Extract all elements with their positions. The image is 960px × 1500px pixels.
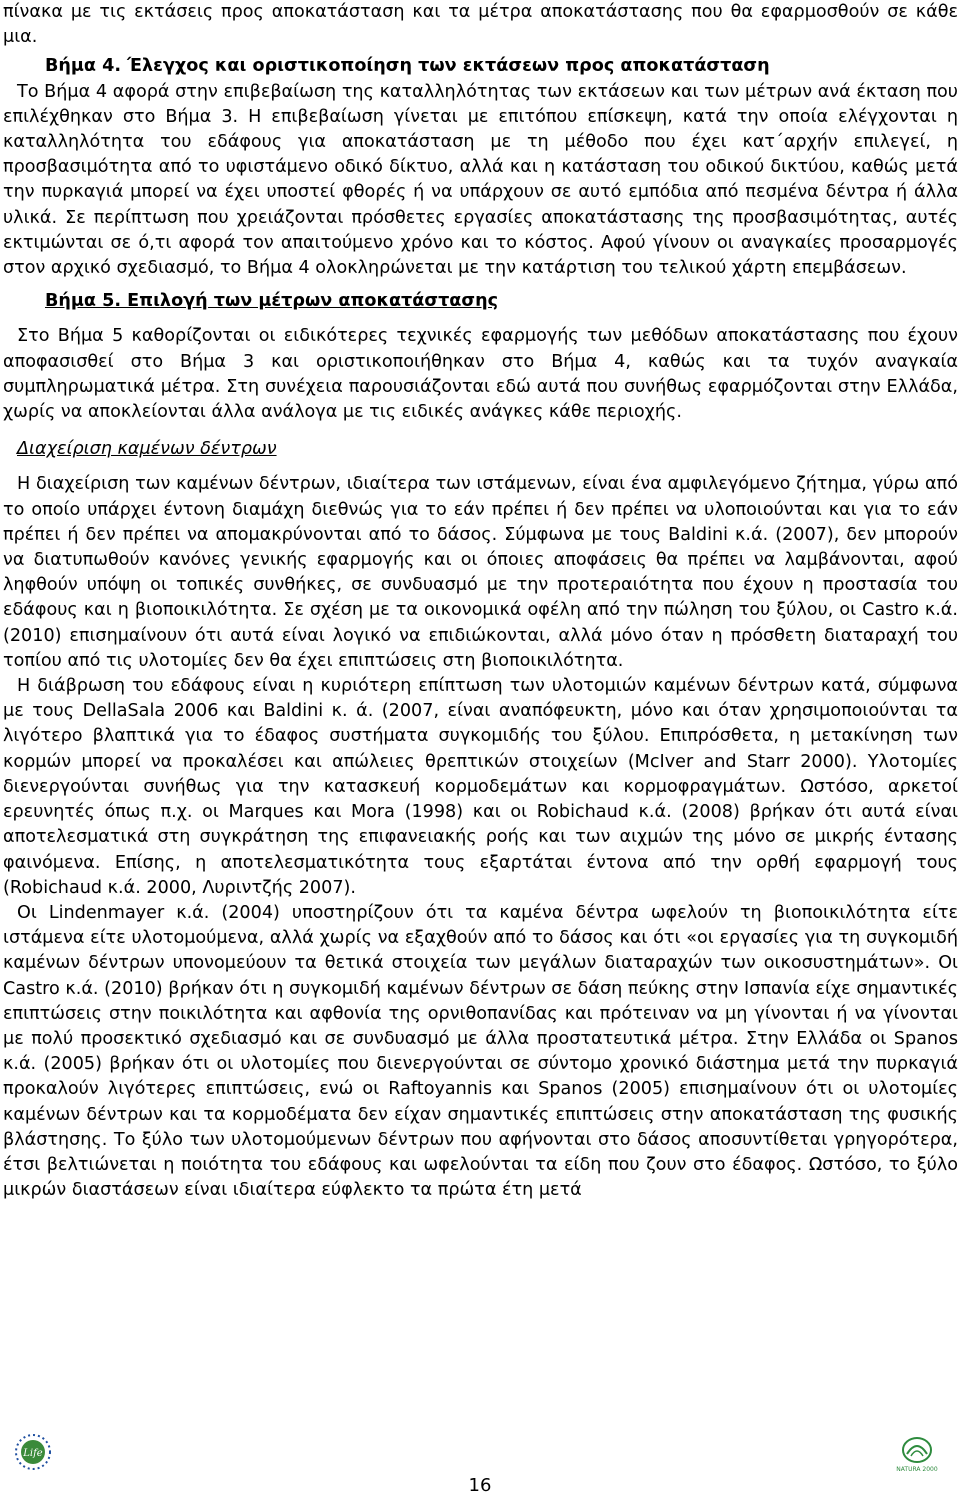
step-4-heading: Βήμα 4. Έλεγχος και οριστικοποίηση των εκτάσεων προς αποκατάσταση bbox=[45, 56, 770, 77]
step-5-heading-text: Βήμα 5. Επιλογή των μέτρων αποκατάστασης bbox=[45, 291, 499, 312]
step-5-heading bbox=[3, 289, 958, 314]
paragraph-step-5: Στο Βήμα 5 καθορίζονται οι ειδικότερες τεχνικές εφαρμογής των μεθόδων αποκατάστασης που έχουν αποφασισθεί στο Βήμα 3 και οριστικοποιήθηκαν στο Βήμα 4, καθώς και τα τυχόν αναγκαία συμπληρωματικά μέτρα. Στη συνέχεια παρουσιάζονται εδώ αυτά που συνήθως εφαρμόζονται στην Ελλάδα, χωρίς να αποκλείονται άλλα ανάλογα με τις ειδικές ανάγκες κάθε περιοχής. bbox=[3, 326, 958, 423]
section-heading-burned-trees: Διαχείριση καμένων δέντρων bbox=[17, 439, 277, 460]
paragraph-intro-continued: πίνακα με τις εκτάσεις προς αποκατάσταση και τα μέτρα αποκατάστασης που θα εφαρμοσθούν σε κάθε μια. bbox=[3, 2, 958, 48]
paragraph-burned-trees-1: Η διαχείριση των καμένων δέντρων, ιδιαίτερα των ιστάμενων, είναι ένα αμφιλεγόμενο ζήτημα, γύρω από το οποίο υπάρχει έντονη διαμάχη διεθνώς για το εάν πρέπει ή δεν πρέπει να υλοποιούνται και για το εάν πρέπει ή δεν πρέπει να απομακρύνονται από το δάσος. Σύμφωνα με τους Baldini κ.ά. (2007), δεν μπορούν να διατυπωθούν κανόνες γενικής εφαρμογής και οι όποιες αποφάσεις θα πρέπει να λαμβάνονται, αφού ληφθούν υπόψη οι τοπικές συνθήκες, σε συνδυασμό με την προτεραιότητα που έχουν η προστασία του εδάφους και η βιοποικιλότητα. Σε σχέση με τα οικονομικά οφέλη από την πώληση του ξύλου, οι Castro κ.ά. (2010) επισημαίνουν ότι αυτά είναι λογικό να επιδιώκονται, αλλά μόνο όταν η πρόσθετη διαταραχή του τοπίου από τις υλοτομίες δεν θα έχει επιπτώσεις στη βιοποικιλότητα. bbox=[3, 474, 958, 671]
paragraph-step-4: Το Βήμα 4 αφορά στην επιβεβαίωση της καταλληλότητας των εκτάσεων και των μέτρων ανά έκταση που επιλέχθηκαν στο Βήμα 3. Η επιβεβαίωση γίνεται με επιτόπου επίσκεψη, κατά την οποία ελέγχονται η καταλληλότητα του εδάφους για αποκατάσταση με τη μέθοδο που έχει κατ΄αρχήν επιλεγεί, η προσβασιμότητα από το υφιστάμενο οδικό δίκτυο, αλλά και η κατάσταση του οδικού δικτύου, καθώς μετά την πυρκαγιά μπορεί να έχει υποστεί φθορές ή να υπάρχουν σε αυτό εμπόδια από πεσμένα δέντρα ή άλλα υλικά. Σε περίπτωση που χρειάζονται πρόσθετες εργασίες αποκατάστασης της προσβασιμότητας, αυτές εκτιμώνται σε ό,τι αφορά τον απαιτούμενο χρόνο και το κόστος. Αφού γίνουν οι αναγκαίες προσαρμογές στον αρχικό σχεδιασμό, το Βήμα 4 ολοκληρώνεται με την κατάρτιση του τελικού χάρτη επεμβάσεων. bbox=[3, 81, 958, 279]
spacer bbox=[3, 314, 958, 324]
svg-text:Life: Life bbox=[23, 1448, 43, 1459]
spacer bbox=[3, 462, 958, 472]
page-number: 16 bbox=[468, 1475, 492, 1496]
paragraph-burned-trees-3: Οι Lindenmayer κ.ά. (2004) υποστηρίζουν ότι τα καμένα δέντρα ωφελούν τη βιοποικιλότητα είτε ιστάμενα είτε υλοτομούμενα, αλλά χωρίς να εξαχθούν από το δάσος και ότι «οι εργασίες για τη συγκομιδή καμένων δέντρων υπονομεύουν τα θετικά στοιχεία των μεγάλων διαταραχών των οικοσυστημάτων». Οι Castro κ.ά. (2010) βρήκαν ότι η συγκομιδή καμένων δέντρων σε δάση πεύκης στην Ισπανία είχε σημαντικές επιπτώσεις στην ποικιλότητα και αφθονία της ορνιθοπανίδας και πρότειναν να μη γίνονται ή να γίνονται με πολύ προσεκτικό σχεδιασμό και σε συνδυασμό με άλλα προστατευτικά μέτρα. Στην Ελλάδα οι Spanos κ.ά. (2005) βρήκαν ότι οι υλοτομίες που διενεργούνται σε σύντομο χρονικό διάστημα μετά την πυρκαγιά προκαλούν λιγότερες επιπτώσεις, ενώ οι Raftoyannis και Spanos (2005) επισημαίνουν ότι οι υλοτομίες καμένων δέντρων και τα κορμοδέματα δεν είχαν σημαντικές επιπτώσεις στην αποκατάσταση της φυσικής βλάστησης. Το ξύλο των υλοτομούμενων δέντρων που αφήνονται στο δάσος αποσυντίθεται γρηγορότερα, έτσι βελτιώνεται η ποιότητα του εδάφους και ωφελούνται τα είδη που ζουν στο έδαφος. Ωστόσο, το ξύλο μικρών διαστάσεων είναι ιδιαίτερα εύφλεκτο τα πρώτα έτη μετά bbox=[3, 902, 958, 1201]
life-logo-icon bbox=[14, 1433, 52, 1471]
spacer bbox=[3, 425, 958, 437]
svg-text:NATURA 2000: NATURA 2000 bbox=[896, 1466, 938, 1473]
paragraph-burned-trees-2: Η διάβρωση του εδάφους είναι η κυριότερη επίπτωση των υλοτομιών καμένων δέντρων κατά, σύμφωνα με τους DellaSala 2006 και Baldini κ. ά. (2007, είναι αναπόφευκτη, μόνο και όταν χρησιμοποιούνται τα λιγότερο βλαπτικά για το έδαφος συστήματα συγκομιδής του ξύλου. Επιπρόσθετα, η μετακίνηση των κορμών μπορεί να προκαλέσει και απώλειες θρεπτικών στοιχείων (McIver and Starr 2000). Υλοτομίες διενεργούνται συνήθως για την κατασκευή κορμοδεμάτων και κορμοφραγμάτων. Ωστόσο, αρκετοί ερευνητές όπως π.χ. οι Marques και Mora (1998) και οι Robichaud κ.ά. (2008) βρήκαν ότι αυτά είναι αποτελεσματικά στη συγκράτηση της επιφανειακής ροής και των αιχμών της μόνο σε μικρής έντασης φαινόμενα. Επίσης, η αποτελεσματικότητα τους εξαρτάται έντονα από την ορθή εφαρμογή τους (Robichaud κ.ά. 2000, Λυριντζής 2007). bbox=[3, 676, 958, 898]
natura-2000-logo-icon bbox=[893, 1434, 941, 1474]
document-page bbox=[3, 0, 958, 1203]
